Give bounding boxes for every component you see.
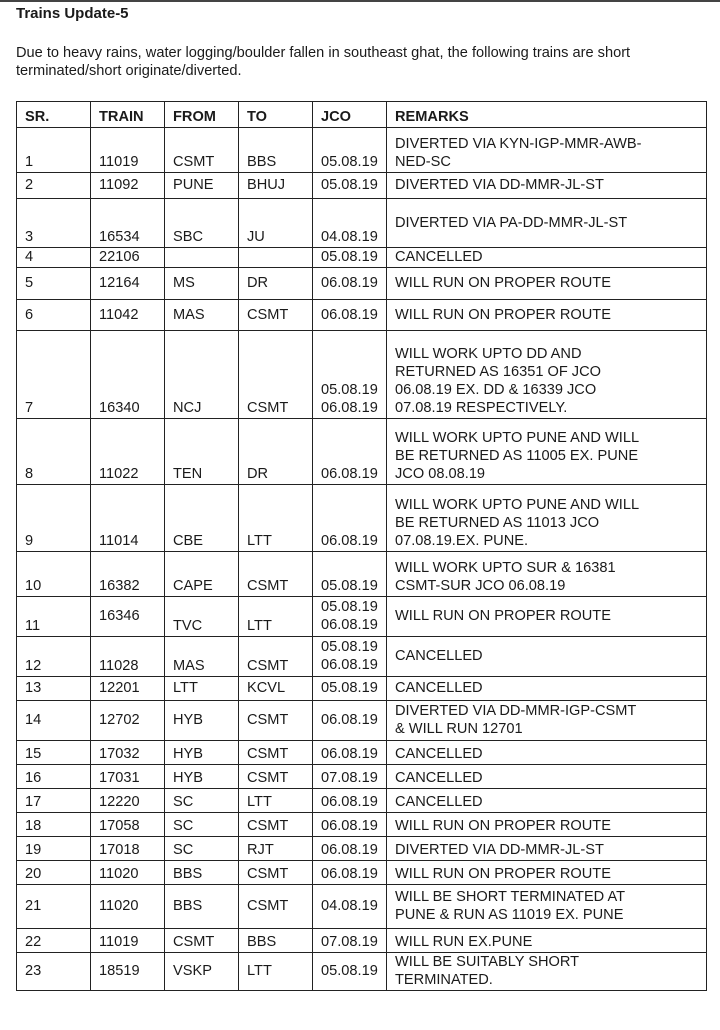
cell-sr: 15: [17, 741, 91, 765]
header-train: TRAIN: [91, 102, 165, 128]
remarks-line: WILL WORK UPTO PUNE AND WILL: [395, 497, 640, 513]
cell-train: 16534: [91, 199, 165, 248]
cell-jco: [313, 128, 387, 173]
table-row: [17, 929, 707, 953]
document-title: Trains Update-5: [16, 5, 129, 22]
table-row: [17, 199, 707, 248]
jco-date: 05.08.19: [321, 177, 378, 193]
cell-from: HYB: [165, 741, 239, 765]
remarks-line: 07.08.19 RESPECTIVELY.: [395, 400, 568, 416]
header-sr: SR.: [17, 102, 91, 128]
cell-from: TEN: [165, 419, 239, 485]
table-row: [17, 637, 707, 677]
cell-train: 11014: [91, 485, 165, 552]
remarks-line: WILL RUN ON PROPER ROUTE: [395, 608, 611, 624]
cell-train: 16346: [91, 597, 165, 637]
cell-jco: [313, 929, 387, 953]
header-to: TO: [239, 102, 313, 128]
cell-train: 11028: [91, 637, 165, 677]
jco-date: 06.08.19: [321, 617, 378, 633]
cell-train: 17031: [91, 765, 165, 789]
table-row: [17, 741, 707, 765]
remarks-line: CANCELLED: [395, 746, 483, 762]
cell-to: CSMT: [239, 813, 313, 837]
cell-to: CSMT: [239, 885, 313, 929]
cell-train: 11022: [91, 419, 165, 485]
header-from: FROM: [165, 102, 239, 128]
jco-date: 06.08.19: [321, 466, 378, 482]
cell-to: LTT: [239, 953, 313, 991]
cell-sr: 18: [17, 813, 91, 837]
cell-sr: 9: [17, 485, 91, 552]
remarks-line: DIVERTED VIA DD-MMR-JL-ST: [395, 842, 604, 858]
jco-date: 06.08.19: [321, 818, 378, 834]
cell-jco: [313, 268, 387, 300]
remarks-line: WILL RUN ON PROPER ROUTE: [395, 818, 611, 834]
cell-jco: [313, 173, 387, 199]
table-row: [17, 701, 707, 741]
cell-train: 11020: [91, 861, 165, 885]
cell-jco: [313, 813, 387, 837]
table-row: [17, 300, 707, 331]
cell-train: 12164: [91, 268, 165, 300]
remarks-line: RETURNED AS 16351 OF JCO: [395, 364, 601, 380]
jco-date: 05.08.19: [321, 680, 378, 696]
remarks-line: WILL RUN EX.PUNE: [395, 934, 533, 950]
cell-jco: [313, 597, 387, 637]
cell-remarks: [387, 485, 707, 552]
header-jco: JCO: [313, 102, 387, 128]
remarks-line: DIVERTED VIA DD-MMR-IGP-CSMT: [395, 703, 637, 719]
cell-train: 11019: [91, 128, 165, 173]
jco-date: 06.08.19: [321, 712, 378, 728]
cell-to: CSMT: [239, 861, 313, 885]
cell-jco: [313, 953, 387, 991]
cell-train: 17032: [91, 741, 165, 765]
remarks-line: WILL WORK UPTO DD AND: [395, 346, 582, 362]
cell-from: CSMT: [165, 128, 239, 173]
cell-to: CSMT: [239, 637, 313, 677]
jco-date: 06.08.19: [321, 842, 378, 858]
cell-train: 17058: [91, 813, 165, 837]
remarks-line: CANCELLED: [395, 770, 483, 786]
remarks-line: WILL BE SUITABLY SHORT: [395, 954, 580, 970]
jco-date: 07.08.19: [321, 934, 378, 950]
cell-sr: 8: [17, 419, 91, 485]
cell-from: HYB: [165, 765, 239, 789]
cell-to: LTT: [239, 597, 313, 637]
cell-sr: 22: [17, 929, 91, 953]
cell-to: [239, 248, 313, 268]
cell-remarks: [387, 637, 707, 677]
cell-remarks: [387, 597, 707, 637]
remarks-line: CSMT-SUR JCO 06.08.19: [395, 578, 566, 594]
remarks-line: WILL WORK UPTO PUNE AND WILL: [395, 430, 640, 446]
top-border-line: [0, 0, 720, 2]
cell-to: BBS: [239, 929, 313, 953]
jco-date: 06.08.19: [321, 533, 378, 549]
cell-remarks: [387, 199, 707, 248]
cell-from: VSKP: [165, 953, 239, 991]
header-remarks: REMARKS: [387, 102, 707, 128]
cell-sr: 12: [17, 637, 91, 677]
cell-from: TVC: [165, 597, 239, 637]
remarks-line: WILL BE SHORT TERMINATED AT: [395, 889, 626, 905]
remarks-line: BE RETURNED AS 11013 JCO: [395, 515, 600, 531]
table-body: [17, 128, 707, 991]
remarks-line: DIVERTED VIA DD-MMR-JL-ST: [395, 177, 604, 193]
jco-date: 05.08.19: [321, 382, 378, 398]
remarks-line: NED-SC: [395, 154, 451, 170]
jco-date: 05.08.19: [321, 578, 378, 594]
table-row: [17, 248, 707, 268]
table-row: [17, 597, 707, 637]
cell-jco: [313, 637, 387, 677]
table-row: [17, 173, 707, 199]
table-row: [17, 331, 707, 419]
cell-sr: 4: [17, 248, 91, 268]
cell-remarks: [387, 419, 707, 485]
cell-remarks: [387, 331, 707, 419]
cell-jco: [313, 701, 387, 741]
remarks-line: BE RETURNED AS 11005 EX. PUNE: [395, 448, 639, 464]
cell-remarks: [387, 765, 707, 789]
cell-sr: 11: [17, 597, 91, 637]
cell-train: 16340: [91, 331, 165, 419]
cell-remarks: [387, 789, 707, 813]
cell-from: SC: [165, 789, 239, 813]
cell-from: PUNE: [165, 173, 239, 199]
remarks-line: DIVERTED VIA PA-DD-MMR-JL-ST: [395, 214, 628, 231]
table-row: [17, 677, 707, 701]
jco-date: 05.08.19: [321, 249, 378, 265]
cell-sr: 23: [17, 953, 91, 991]
remarks-line: 07.08.19.EX. PUNE.: [395, 533, 529, 549]
cell-from: MAS: [165, 637, 239, 677]
jco-date: 06.08.19: [321, 794, 378, 810]
cell-from: BBS: [165, 885, 239, 929]
cell-to: BBS: [239, 128, 313, 173]
table-row: [17, 128, 707, 173]
cell-train: 18519: [91, 953, 165, 991]
cell-sr: 7: [17, 331, 91, 419]
cell-remarks: [387, 677, 707, 701]
table-row: [17, 837, 707, 861]
cell-to: CSMT: [239, 300, 313, 331]
cell-sr: 16: [17, 765, 91, 789]
intro-paragraph: Due to heavy rains, water logging/boulder fallen in southeast ghat, the following trains are short terminated/short originate/diverted.: [16, 45, 631, 79]
cell-from: [165, 248, 239, 268]
jco-date: 05.08.19: [321, 963, 378, 979]
table-row: [17, 268, 707, 300]
remarks-line: WILL RUN ON PROPER ROUTE: [395, 866, 611, 882]
cell-to: JU: [239, 199, 313, 248]
cell-train: 11020: [91, 885, 165, 929]
cell-remarks: [387, 300, 707, 331]
table-row: [17, 953, 707, 991]
table-row: [17, 765, 707, 789]
cell-train: 11092: [91, 173, 165, 199]
cell-train: 12220: [91, 789, 165, 813]
cell-train: 12702: [91, 701, 165, 741]
cell-remarks: [387, 813, 707, 837]
cell-to: RJT: [239, 837, 313, 861]
cell-sr: 10: [17, 552, 91, 597]
remarks-line: JCO 08.08.19: [395, 466, 486, 482]
cell-sr: 20: [17, 861, 91, 885]
cell-to: CSMT: [239, 765, 313, 789]
remarks-line: CANCELLED: [395, 249, 483, 265]
cell-to: CSMT: [239, 741, 313, 765]
cell-sr: 5: [17, 268, 91, 300]
cell-train: 11042: [91, 300, 165, 331]
cell-to: LTT: [239, 485, 313, 552]
cell-from: MS: [165, 268, 239, 300]
cell-sr: 6: [17, 300, 91, 331]
table-row: [17, 885, 707, 929]
cell-remarks: [387, 741, 707, 765]
jco-date: 04.08.19: [321, 229, 378, 245]
cell-sr: 13: [17, 677, 91, 701]
cell-train: 22106: [91, 248, 165, 268]
cell-jco: [313, 331, 387, 419]
cell-jco: [313, 485, 387, 552]
cell-jco: [313, 248, 387, 268]
cell-jco: [313, 677, 387, 701]
jco-date: 06.08.19: [321, 306, 378, 323]
cell-jco: [313, 419, 387, 485]
trains-table: [16, 101, 707, 991]
remarks-line: CANCELLED: [395, 680, 483, 696]
cell-to: KCVL: [239, 677, 313, 701]
cell-remarks: [387, 552, 707, 597]
cell-to: CSMT: [239, 701, 313, 741]
cell-sr: 3: [17, 199, 91, 248]
cell-train: 12201: [91, 677, 165, 701]
cell-from: MAS: [165, 300, 239, 331]
cell-from: SC: [165, 837, 239, 861]
cell-from: CAPE: [165, 552, 239, 597]
cell-jco: [313, 789, 387, 813]
cell-train: 11019: [91, 929, 165, 953]
remarks-line: PUNE & RUN AS 11019 EX. PUNE: [395, 907, 624, 923]
remarks-line: 06.08.19 EX. DD & 16339 JCO: [395, 382, 597, 398]
cell-sr: 2: [17, 173, 91, 199]
cell-remarks: [387, 701, 707, 741]
jco-date: 04.08.19: [321, 898, 378, 914]
cell-remarks: [387, 929, 707, 953]
cell-sr: 17: [17, 789, 91, 813]
remarks-line: WILL RUN ON PROPER ROUTE: [395, 306, 611, 323]
cell-remarks: [387, 248, 707, 268]
cell-to: DR: [239, 419, 313, 485]
cell-jco: [313, 837, 387, 861]
cell-jco: [313, 300, 387, 331]
cell-remarks: [387, 268, 707, 300]
cell-jco: [313, 552, 387, 597]
cell-from: LTT: [165, 677, 239, 701]
cell-sr: 19: [17, 837, 91, 861]
cell-jco: [313, 741, 387, 765]
table-row: [17, 419, 707, 485]
jco-date: 06.08.19: [321, 275, 378, 291]
cell-from: BBS: [165, 861, 239, 885]
cell-to: LTT: [239, 789, 313, 813]
table-row: [17, 485, 707, 552]
cell-sr: 1: [17, 128, 91, 173]
remarks-line: WILL WORK UPTO SUR & 16381: [395, 560, 616, 576]
jco-date: 05.08.19: [321, 599, 378, 615]
jco-date: 05.08.19: [321, 154, 378, 170]
jco-date: 05.08.19: [321, 639, 378, 655]
cell-to: CSMT: [239, 331, 313, 419]
cell-remarks: [387, 837, 707, 861]
cell-remarks: [387, 953, 707, 991]
table-row: [17, 552, 707, 597]
cell-from: NCJ: [165, 331, 239, 419]
cell-remarks: [387, 173, 707, 199]
jco-date: 06.08.19: [321, 400, 378, 416]
cell-remarks: [387, 128, 707, 173]
cell-jco: [313, 199, 387, 248]
table-row: [17, 813, 707, 837]
cell-jco: [313, 885, 387, 929]
remarks-line: WILL RUN ON PROPER ROUTE: [395, 275, 611, 291]
remarks-line: DIVERTED VIA KYN-IGP-MMR-AWB-: [395, 136, 642, 152]
cell-to: CSMT: [239, 552, 313, 597]
cell-remarks: [387, 885, 707, 929]
cell-from: CBE: [165, 485, 239, 552]
remarks-line: CANCELLED: [395, 794, 483, 810]
table-header-row: [17, 102, 707, 128]
cell-train: 16382: [91, 552, 165, 597]
jco-date: 07.08.19: [321, 770, 378, 786]
cell-to: BHUJ: [239, 173, 313, 199]
table-row: [17, 861, 707, 885]
table-row: [17, 789, 707, 813]
cell-train: 17018: [91, 837, 165, 861]
jco-date: 06.08.19: [321, 657, 378, 673]
remarks-line: TERMINATED.: [395, 972, 493, 988]
jco-date: 06.08.19: [321, 746, 378, 762]
cell-from: SBC: [165, 199, 239, 248]
cell-jco: [313, 765, 387, 789]
cell-from: HYB: [165, 701, 239, 741]
remarks-line: CANCELLED: [395, 648, 483, 664]
cell-remarks: [387, 861, 707, 885]
cell-sr: 21: [17, 885, 91, 929]
cell-from: CSMT: [165, 929, 239, 953]
remarks-line: & WILL RUN 12701: [395, 721, 523, 737]
cell-to: DR: [239, 268, 313, 300]
cell-jco: [313, 861, 387, 885]
cell-sr: 14: [17, 701, 91, 741]
cell-from: SC: [165, 813, 239, 837]
jco-date: 06.08.19: [321, 866, 378, 882]
